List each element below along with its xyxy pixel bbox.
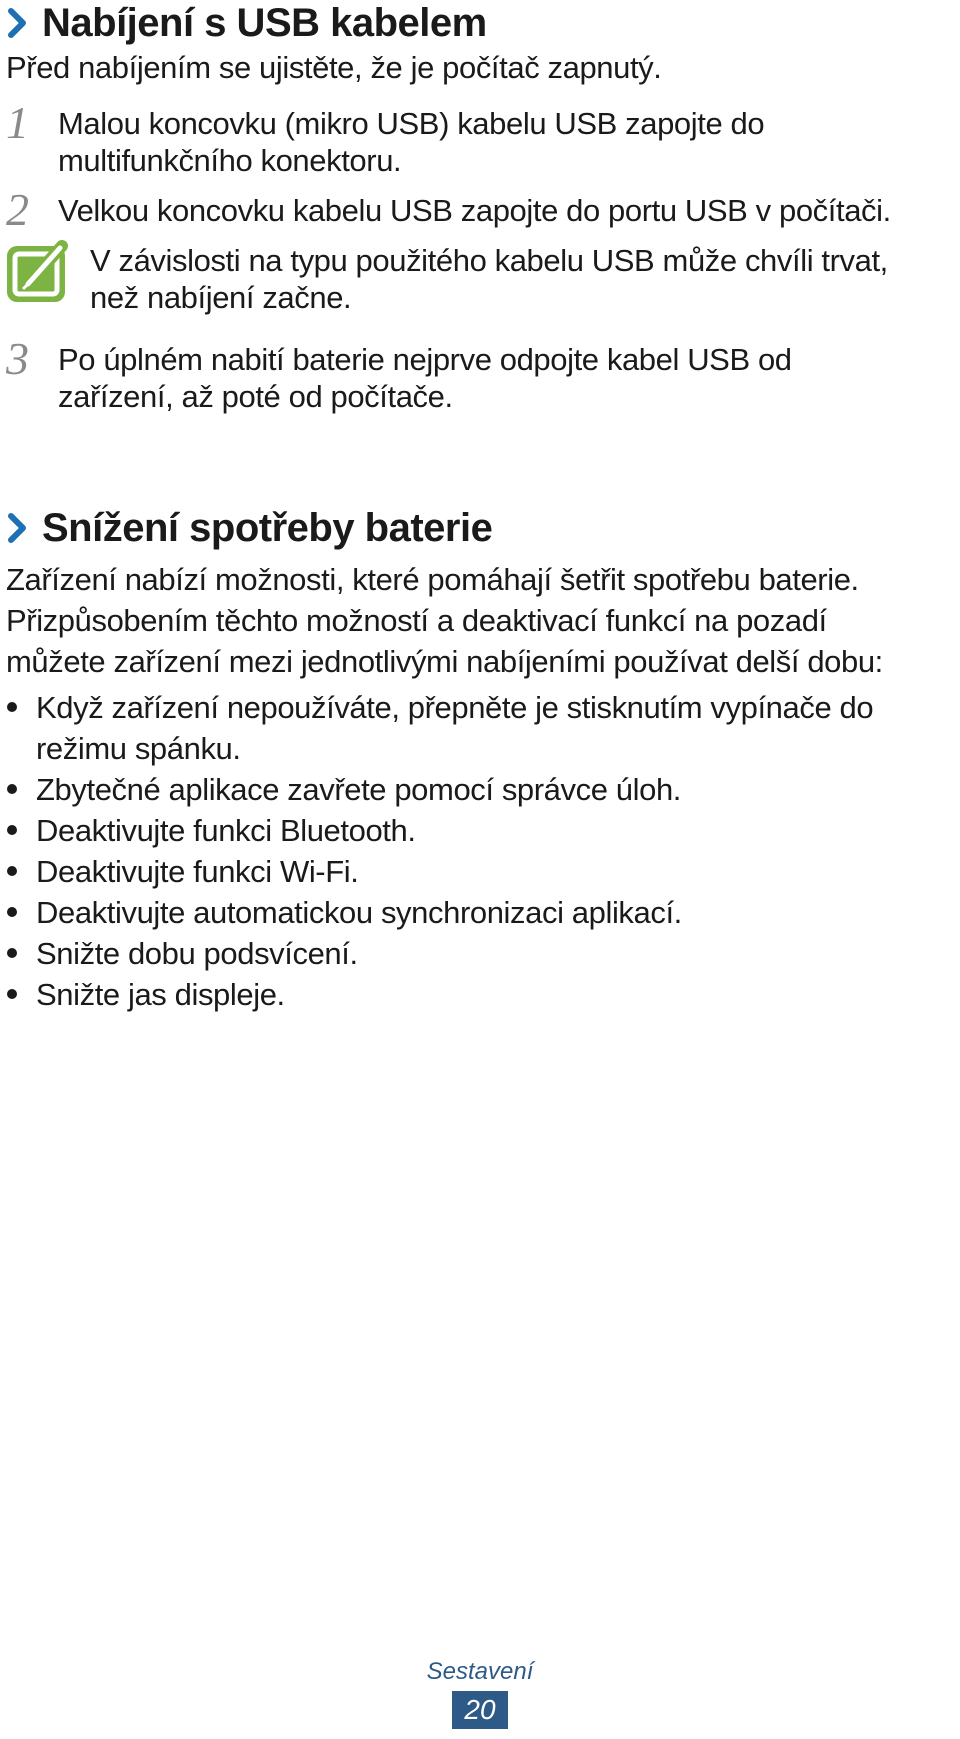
bullet-dot-icon xyxy=(7,948,17,958)
section-intro-line: můžete zařízení mezi jednotlivými nabíjeními používat delší dobu: xyxy=(6,644,883,679)
list-item-line: Deaktivujte funkci Bluetooth. xyxy=(36,813,416,848)
list-item xyxy=(6,933,956,974)
bullet-list xyxy=(6,687,956,1015)
list-item-line: Snižte dobu podsvícení. xyxy=(36,936,358,971)
section-heading-text: Nabíjení s USB kabelem xyxy=(42,1,487,45)
note-text-line: než nabíjení začne. xyxy=(90,280,352,315)
bullet-dot-icon xyxy=(7,989,17,999)
step-number: 3 xyxy=(6,333,29,384)
note-text-line: V závislosti na typu použitého kabelu USB může chvíli trvat, xyxy=(90,243,888,278)
list-item-line: Snižte jas displeje. xyxy=(36,977,285,1012)
step-text-line: Velkou koncovku kabelu USB zapojte do portu USB v počítači. xyxy=(58,193,891,228)
step-text-line: zařízení, až poté od počítače. xyxy=(58,379,453,414)
section-heading-text: Snížení spotřeby baterie xyxy=(42,506,493,550)
page-footer xyxy=(400,1657,560,1729)
page-number: 20 xyxy=(452,1691,508,1729)
bullet-dot-icon xyxy=(7,825,17,835)
list-item-line: Deaktivujte funkci Wi-Fi. xyxy=(36,854,359,889)
list-item-line: Deaktivujte automatickou synchronizaci aplikací. xyxy=(36,895,682,930)
bullet-dot-icon xyxy=(7,784,17,794)
list-item xyxy=(6,810,956,851)
section-heading xyxy=(6,503,492,553)
list-item-line: Zbytečné aplikace zavřete pomocí správce úloh. xyxy=(36,772,681,807)
list-item xyxy=(6,851,956,892)
list-item xyxy=(6,974,956,1015)
section-intro: Před nabíjením se ujistěte, že je počítač zapnutý. xyxy=(6,50,662,85)
bullet-dot-icon xyxy=(7,866,17,876)
bullet-dot-icon xyxy=(7,907,17,917)
note-pencil-icon xyxy=(6,238,72,304)
bullet-dot-icon xyxy=(7,702,17,712)
section-intro-line: Zařízení nabízí možnosti, které pomáhají šetřit spotřebu baterie. xyxy=(6,562,859,597)
list-item xyxy=(6,769,956,810)
section-heading xyxy=(6,0,487,48)
step-number: 1 xyxy=(6,97,29,148)
step-number: 2 xyxy=(6,184,29,235)
list-item xyxy=(6,687,956,769)
step-text-line: Po úplném nabití baterie nejprve odpojte kabel USB od xyxy=(58,342,792,377)
chevron-right-icon xyxy=(6,6,30,40)
list-item xyxy=(6,892,956,933)
section-intro-line: Přizpůsobením těchto možností a deaktivací funkcí na pozadí xyxy=(6,603,827,638)
chevron-right-icon xyxy=(6,511,30,545)
list-item-line: Když zařízení nepoužíváte, přepněte je stisknutím vypínače do xyxy=(36,690,874,725)
step-text-line: Malou koncovku (mikro USB) kabelu USB zapojte do xyxy=(58,106,765,141)
footer-section-label: Sestavení xyxy=(426,1658,534,1685)
list-item-line: režimu spánku. xyxy=(36,731,241,766)
step-text-line: multifunkčního konektoru. xyxy=(58,143,402,178)
